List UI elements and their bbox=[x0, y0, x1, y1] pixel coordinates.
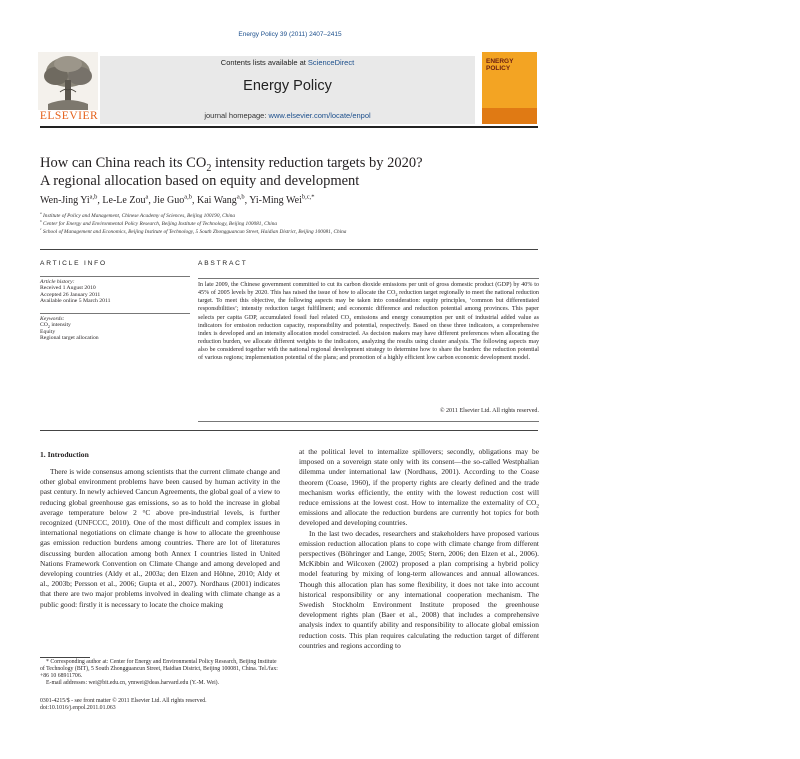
article-info-heading: ARTICLE INFO bbox=[40, 260, 107, 267]
article-info-rule bbox=[40, 276, 190, 277]
author-name: Yi-Ming Wei bbox=[249, 195, 302, 206]
author-affiliation-marker: a bbox=[145, 193, 149, 201]
introduction-heading: 1. Introduction bbox=[40, 450, 89, 459]
affiliation-b: $^b$ Center for Energy and Environmental Policy Research, Beijing Institute of Technology, Beijing 100081, China bbox=[40, 219, 278, 227]
article-title: How can China reach its $CO_2$ intensity reduction targets by 2020? A regional allocation based on equity and development bbox=[40, 155, 423, 189]
author-affiliation-marker: a,b bbox=[89, 193, 98, 201]
journal-cover-title: ENERGY POLICY bbox=[486, 58, 514, 72]
author-separator: , bbox=[191, 195, 197, 206]
affiliation-c: $^c$ School of Management and Economics, Beijing Institute of Technology, 5 South Zhongguancun Street, Haidian District, Beijing 100081, China bbox=[40, 227, 347, 235]
author-affiliation-marker: b,c,* bbox=[301, 193, 315, 201]
author-name: Wen-Jing Yi bbox=[40, 195, 90, 206]
author-name: Kai Wang bbox=[196, 195, 237, 206]
intro-paragraph-2: In the last two decades, researchers and stakeholders have proposed various emission reduction allocation plans to cope with climate change from different perspectives (Böhringer and Lange, 2005; Stern, 2006; den Elzen et al., 2006). McKibbin and Wilcoxen (2002) proposed a plan comprising a hybrid policy model featuring by mixing of long-term allowances and annual allowances. Though this allocation plan has some flexibility, it does not take into account historical responsibility or any international cooperation mechanism. The Swedish Stockholm Environment Institute proposed the greenhouse development rights plan (Baer et al., 2008) that includes a comprehensive analysis index to quantify ability and responsibility to allocate global emission reduction costs. This plan requires calculating the reduction target of different countries and regions according to bbox=[299, 528, 539, 650]
author-name: Le-Le Zou bbox=[102, 195, 146, 206]
page-footer: 0301-4215/$ - see front matter © 2011 Elsevier Ltd. All rights reserved. doi:10.1016/j.enpol.2011.01.063 bbox=[40, 698, 300, 712]
doi-link[interactable]: doi:10.1016/j.enpol.2011.01.063 bbox=[40, 705, 116, 711]
author-separator: , bbox=[97, 195, 103, 206]
contents-availability: Contents lists available at ScienceDirect bbox=[220, 58, 355, 67]
abstract-heading: ABSTRACT bbox=[198, 260, 248, 267]
intro-paragraph-1: There is wide consensus among scientists that the current climate change and other global environment problems have been caused by human activity in the past century. In newly achieved Cancun Agreements, the global goal of a view to reducing global greenhouse gas emissions, so as to hold the increase in global average temperature below 2 °C above pre-industrial levels, is further recognized (UNFCCC, 2010). One of the most difficult and complex issues in international negotiations on climate change is how to allocate the greenhouse gas emission reduction burdens among countries. There are lot of literatures discussing burden allocation among both Annex I countries listed in United Nations Framework Convention on Climate Change and among developed and developing countries (Aldy et al., 2003a; den Elzen and Höhne, 2010; Aldy et al., 2003b; Persson et al., 2006; Gupta et al., 2007). Nordhaus (2001) indicates that there are two major problems involved in dealing with climate change as a public good: firstly it is necessary to locate the choice making bbox=[40, 467, 280, 609]
header-divider bbox=[40, 126, 538, 128]
author-separator: , bbox=[244, 195, 250, 206]
publisher-logo-text: ELSEVIER bbox=[39, 110, 99, 122]
corresponding-author-footnote: * Corresponding author at: Center for Energy and Environmental Policy Research, Beijing Institute of Technology (BIT), 5 South Zhongguancun Street, Haidian District, Beijing 100081, China. Tel./fax: +86 10 68911706. E-mail addresses: wei@bit.edu.cn, ymwei@deas.harvard.edu (Y.-M. Wei). bbox=[40, 659, 280, 687]
keywords: Keywords: $CO_2$ intensity Equity Regional target allocation bbox=[40, 316, 99, 342]
article-history: Article history: Received 1 August 2010 Accepted 26 January 2011 Available online 5 March 2011 bbox=[40, 279, 111, 305]
affiliation-divider bbox=[40, 249, 538, 250]
sciencedirect-link[interactable]: ScienceDirect bbox=[307, 58, 355, 67]
intro-left-column bbox=[40, 467, 280, 610]
abstract-copyright: © 2011 Elsevier Ltd. All rights reserved. bbox=[439, 408, 539, 414]
journal-homepage-link[interactable]: www.elsevier.com/locate/enpol bbox=[268, 111, 371, 120]
journal-cover-strip bbox=[482, 108, 537, 124]
footnote-rule bbox=[40, 657, 90, 658]
abstract-divider bbox=[40, 430, 538, 431]
journal-homepage: journal homepage: www.elsevier.com/locate/enpol bbox=[204, 111, 371, 120]
email-addresses: E-mail addresses: wei@bit.edu.cn, ymwei@deas.harvard.edu (Y.-M. Wei). bbox=[46, 679, 220, 686]
intro-right-column bbox=[299, 447, 539, 651]
journal-name: Energy Policy bbox=[243, 78, 332, 94]
author-affiliation-marker: a,b bbox=[236, 193, 245, 201]
keywords-rule bbox=[40, 313, 190, 314]
intro-paragraph-1-cont: at the political level to internalize spillovers; secondly, obligations may be imposed on a sovereign state only with its consent—the so-called Westphalian dilemma under international law (Nordhaus, 2001). According to the Coase theorem (Coase, 1960), if the property rights are clearly defined and the trade mechanism works efficiently, the entity with the lowest reduction cost will reduce emissions at the lowest cost. How to internalize the externality of $CO_2$ emissions and allocate the reduction burdens are currently hot topics for both developed and developing countries. bbox=[299, 447, 539, 528]
affiliation-a: $^a$ Institute of Policy and Management, Chinese Academy of Sciences, Beijing 100190, China bbox=[40, 211, 236, 219]
author-list bbox=[40, 195, 560, 206]
author-separator: , bbox=[148, 195, 154, 206]
abstract-text: In late 2009, the Chinese government committed to cut its carbon dioxide emissions per unit of gross domestic product (GDP) by 40% to 45% of 2005 levels by 2020. This has raised the issue of how to allocate the $CO_2$ reduction target regionally to meet the national reduction target. To meet this objective, the following aspects may be taken into consideration: equity principles, ‘common but differentiated responsibilities’; intensity reduction target fulfillment; and economic difference and reduction potential among provinces. This paper selects per capita GDP, accumulated fossil fuel related $CO_2$ emissions and energy consumption per unit of industrial added value as indicators for emission reduction capacity, responsibility and potential, respectively. Based on these three indicators, a comprehensive index is developed and an intensity allocation model constructed. As decision makers may have different preferences when allocating the reduction burden, we allocate different weights to the indicators, analyzing the results using cluster analysis. The following aspects may also be considered together with the national regional development strategy to determine how to share the burden: the reduction potential of various regions; implementation potential of the plans; and promotion of a highly efficient low carbon economic development model. bbox=[198, 282, 539, 362]
journal-reference: Energy Policy 39 (2011) 2407–2415 bbox=[238, 31, 342, 38]
author-name: Jie Guo bbox=[153, 195, 185, 206]
author-affiliation-marker: a,b bbox=[184, 193, 192, 201]
